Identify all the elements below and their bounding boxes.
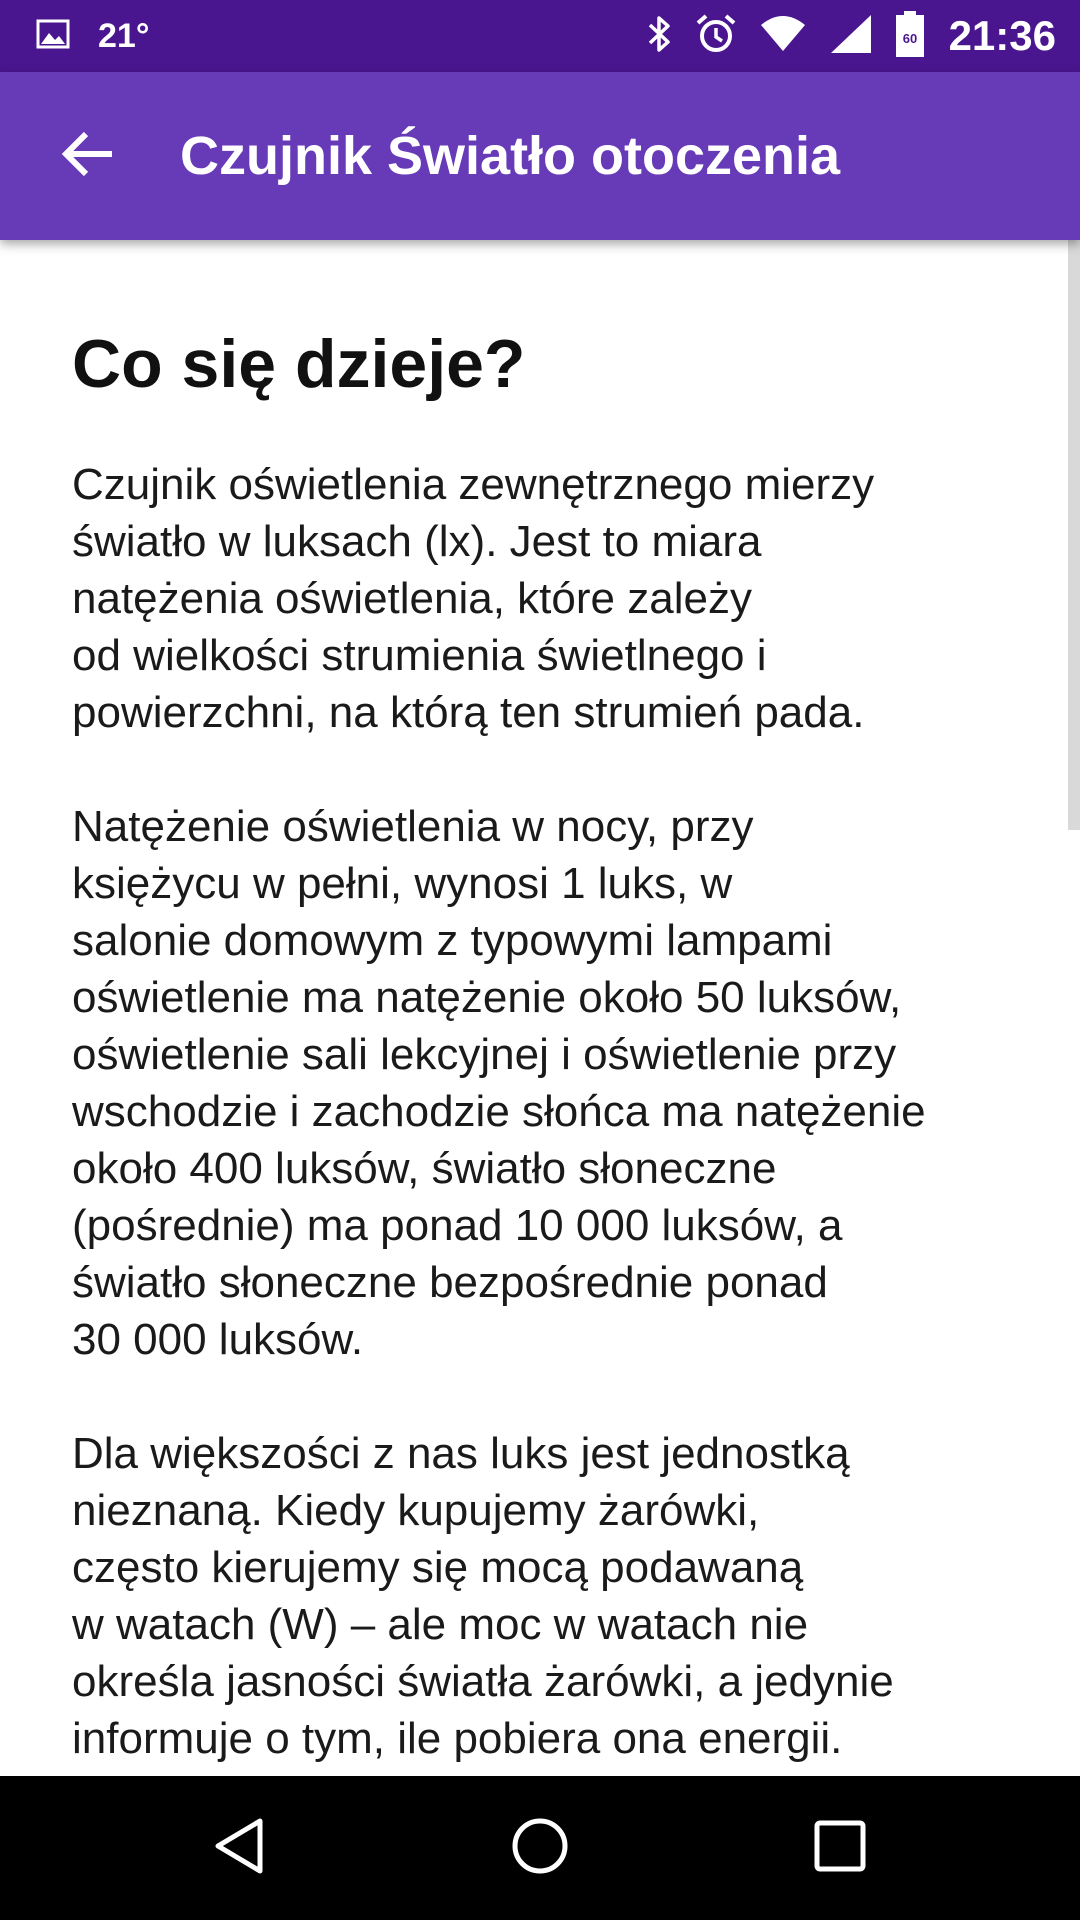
navigation-bar <box>0 1776 1080 1920</box>
paragraph-line: często kierujemy się mocą podawaną <box>72 1543 804 1592</box>
paragraph-line: powierzchni, na którą ten strumień pada. <box>72 688 865 737</box>
section-heading: Co się dzieje? <box>72 326 526 402</box>
battery-icon <box>873 10 925 63</box>
paragraph-line: nieznaną. Kiedy kupujemy żarówki, <box>72 1486 760 1535</box>
paragraph-line: Natężenie oświetlenia w nocy, przy <box>72 802 754 851</box>
paragraph-line: oświetlenie ma natężenie około 50 luksów, <box>72 973 902 1022</box>
status-bar-left <box>36 0 149 72</box>
alarm-icon <box>673 13 737 60</box>
paragraph <box>72 456 1032 741</box>
paragraph-line: oświetlenie sali lekcyjnej i oświetlenie przy <box>72 1030 897 1079</box>
status-bar-right <box>625 0 1056 72</box>
wifi-icon <box>737 15 807 58</box>
paragraph-line: salonie domowym z typowymi lampami <box>72 916 833 965</box>
battery-level: 60 <box>902 30 917 46</box>
signal-icon <box>807 13 873 60</box>
paragraph-line: (pośrednie) ma ponad 10 000 luksów, a <box>72 1201 843 1250</box>
paragraph-line: światło w luksach (lx). Jest to miara <box>72 517 762 566</box>
nav-recents-button[interactable] <box>790 1798 890 1898</box>
content-scroll-area[interactable] <box>0 240 1080 1776</box>
status-bar <box>0 0 1080 72</box>
scrollbar[interactable] <box>1068 240 1080 830</box>
image-icon <box>36 19 70 54</box>
paragraph-line: wschodzie i zachodzie słońca ma natężenie <box>72 1087 926 1136</box>
paragraph-line: informuje o tym, ile pobiera ona energii. <box>72 1714 843 1763</box>
paragraph <box>72 798 1032 1368</box>
nav-home-icon <box>510 1816 570 1881</box>
paragraph-line: w watach (W) – ale moc w watach nie <box>72 1600 809 1649</box>
article <box>72 324 1032 1767</box>
paragraph-line: Czujnik oświetlenia zewnętrznego mierzy <box>72 460 875 509</box>
paragraph-line: 30 000 luksów. <box>72 1315 364 1364</box>
nav-back-button[interactable] <box>190 1798 290 1898</box>
paragraph-line: światło słoneczne bezpośrednie ponad <box>72 1258 828 1307</box>
page-title: Czujnik Światło otoczenia <box>180 126 841 186</box>
bluetooth-icon <box>625 13 673 60</box>
nav-home-button[interactable] <box>490 1798 590 1898</box>
back-button[interactable] <box>40 108 136 204</box>
paragraph-line: od wielkości strumienia świetlnego i <box>72 631 767 680</box>
temperature-label: 21° <box>98 16 150 55</box>
nav-back-icon <box>210 1815 270 1882</box>
paragraph-line: natężenia oświetlenia, które zależy <box>72 574 752 623</box>
clock-label: 21:36 <box>948 12 1056 59</box>
paragraph-line: określa jasności światła żarówki, a jedynie <box>72 1657 894 1706</box>
paragraph-line: księżycu w pełni, wynosi 1 luks, w <box>72 859 733 908</box>
paragraph-line: około 400 luksów, światło słoneczne <box>72 1144 777 1193</box>
paragraph-line: Dla większości z nas luks jest jednostką <box>72 1429 850 1478</box>
arrow-back-icon <box>60 130 116 183</box>
paragraph <box>72 1425 1032 1767</box>
nav-recents-icon <box>812 1818 868 1879</box>
app-bar <box>0 72 1080 240</box>
